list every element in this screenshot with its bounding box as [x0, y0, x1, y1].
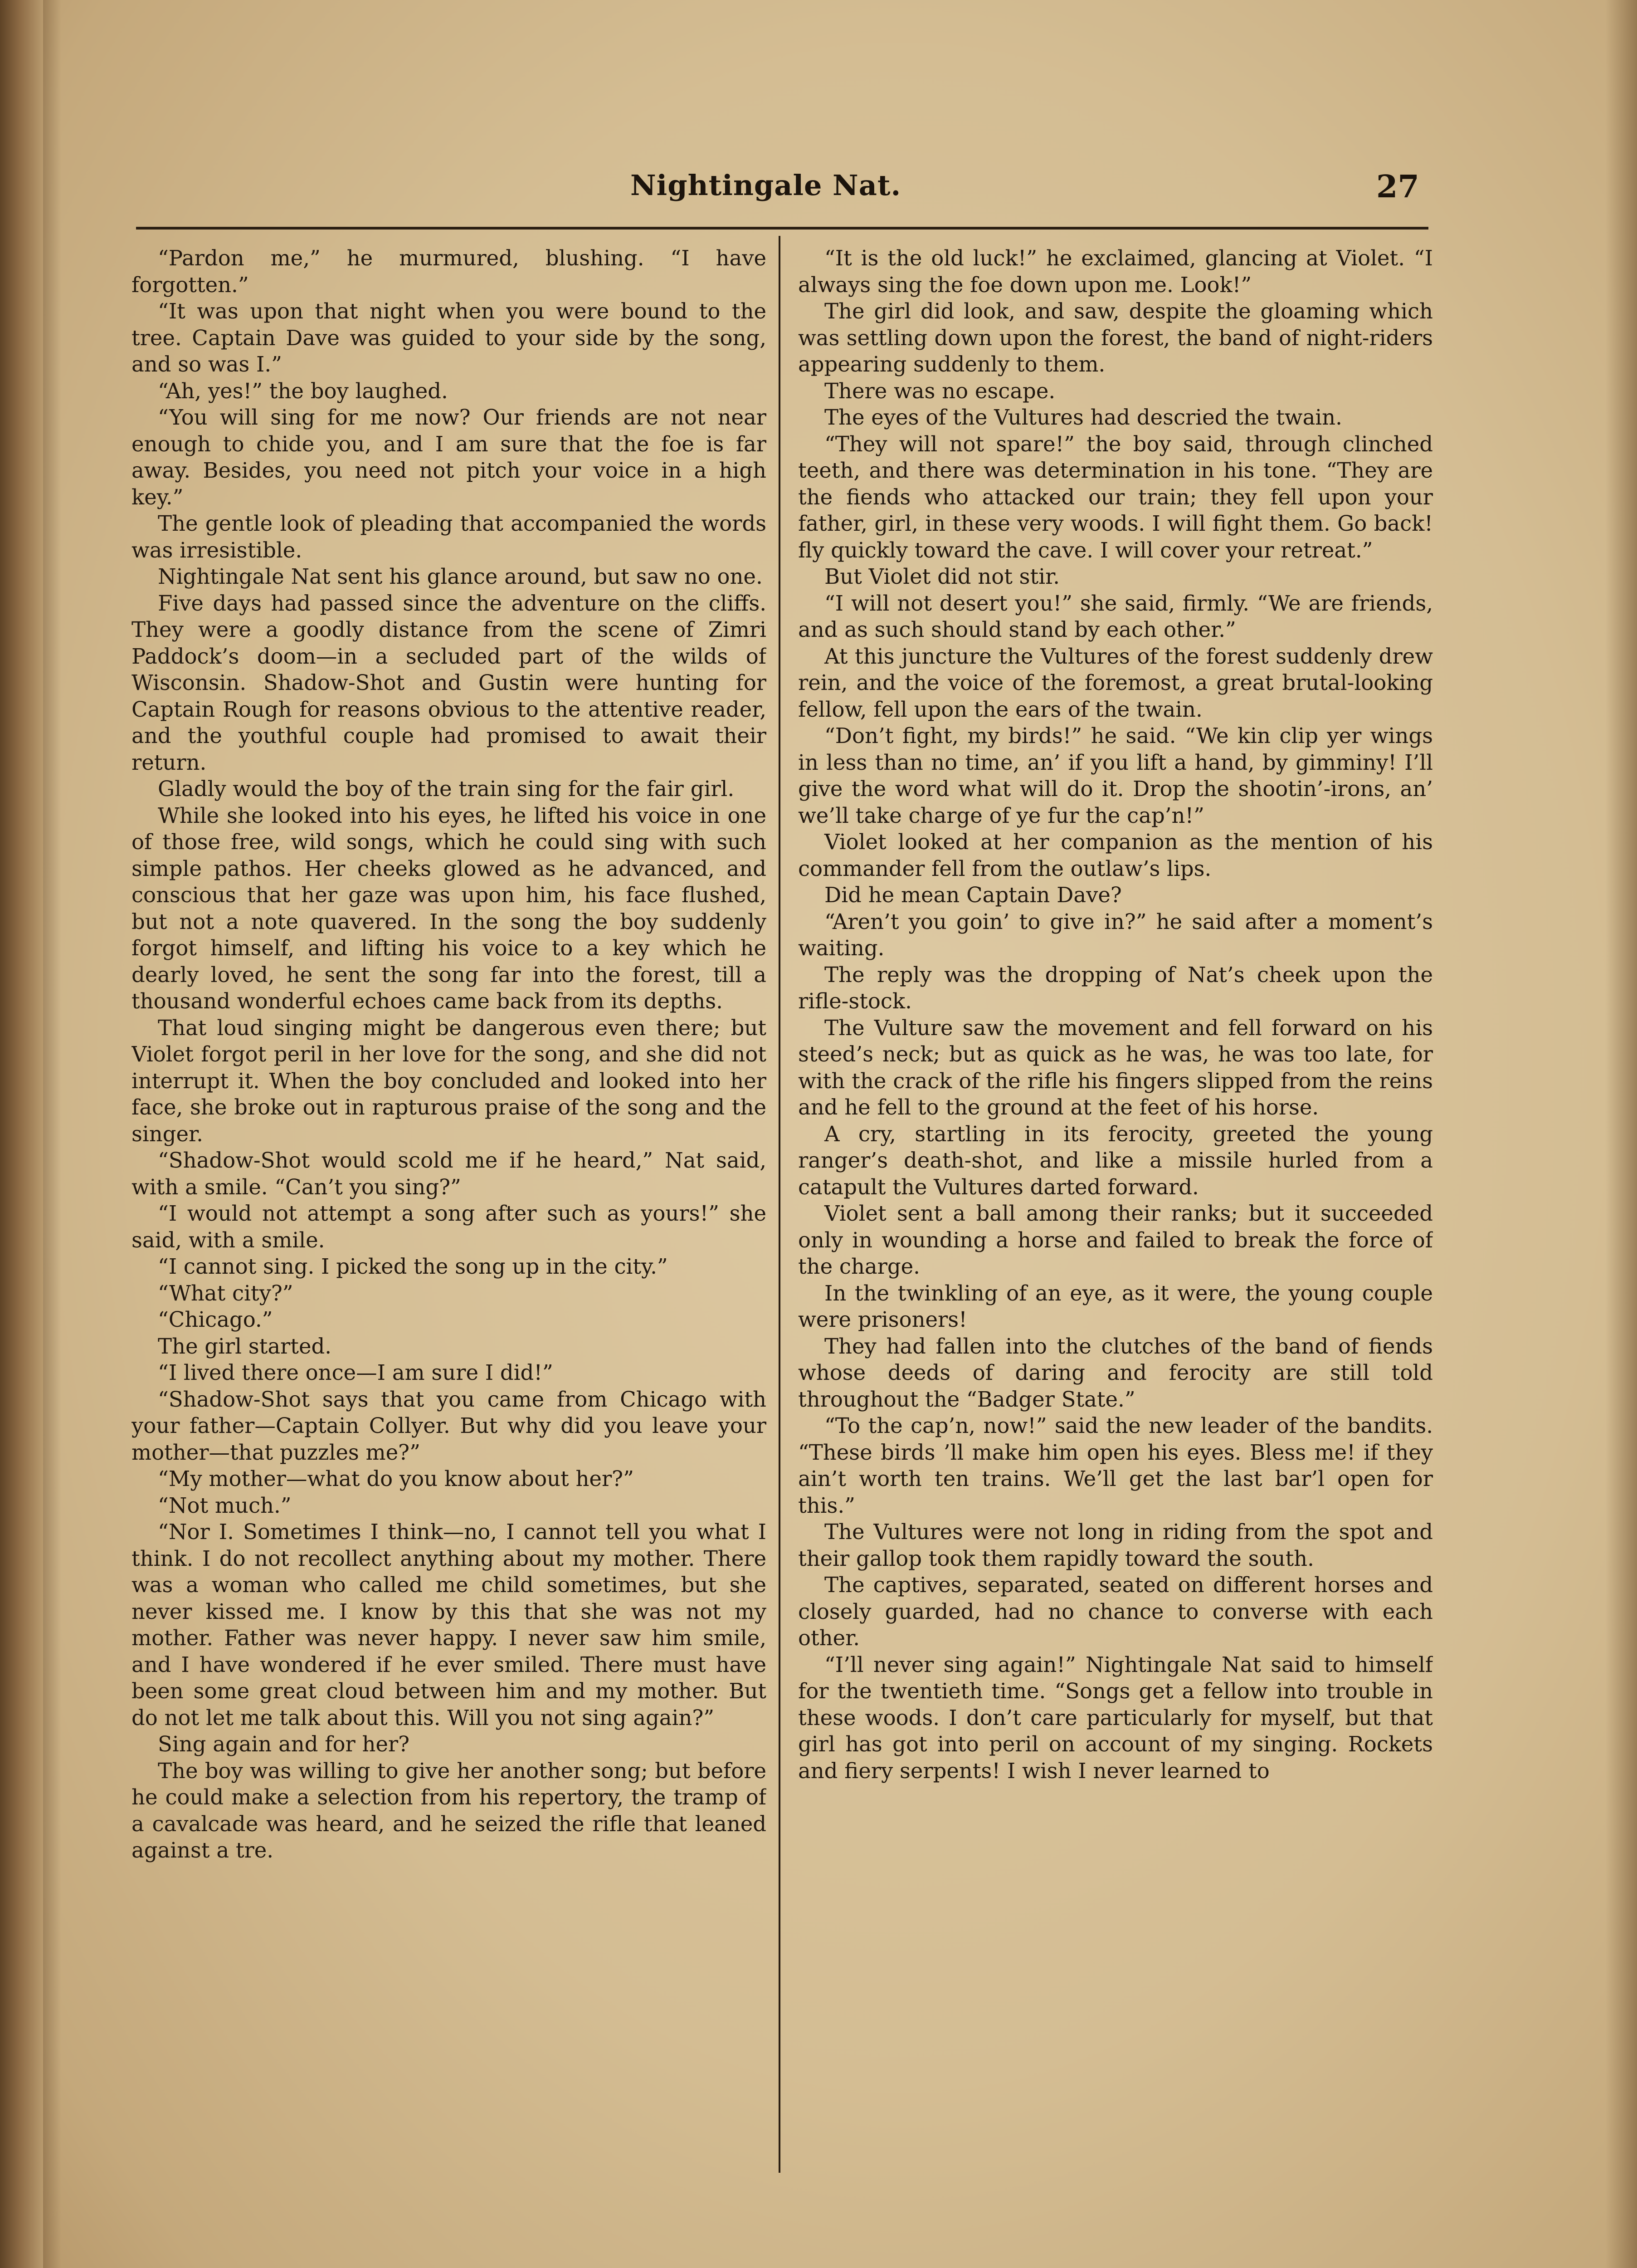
- paragraph: “Shadow-Shot says that you came from Chicago with your father—Captain Collyer. But why did you leave your mother—that puzzles me?”: [132, 1387, 766, 1465]
- page-edge-shadow: [1605, 0, 1637, 2268]
- paragraph: “Aren’t you goin’ to give in?” he said after a moment’s waiting.: [798, 909, 1433, 960]
- paragraph: The boy was willing to give her another song; but before he could make a selection from his repertory, the tramp of a cavalcade was heard, and he seized the rifle that leaned against a tre.: [132, 1758, 766, 1862]
- paragraph: At this juncture the Vultures of the forest suddenly drew rein, and the voice of the foremost, a great brutal-looking fellow, fell upon the ears of the twain.: [798, 644, 1433, 722]
- paragraph: The reply was the dropping of Nat’s cheek upon the rifle-stock.: [798, 962, 1433, 1013]
- paragraph: They had fallen into the clutches of the band of fiends whose deeds of daring and ferocity are still told throughout the “Badger State.”: [798, 1334, 1433, 1412]
- paragraph: In the twinkling of an eye, as it were, the young couple were prisoners!: [798, 1281, 1433, 1332]
- paragraph: “Pardon me,” he murmured, blushing. “I have forgotten.”: [132, 246, 766, 297]
- paragraph: “I’ll never sing again!” Nightingale Nat said to himself for the twentieth time. “Songs get a fellow into trouble in these woods. I don’t care particularly for myself, but that girl has got into peril on account of my singing. Rockets and fiery serpents! I wish I never learned to: [798, 1652, 1433, 1783]
- paragraph: The girl did look, and saw, despite the gloaming which was settling down upon the forest, the band of night-riders appearing suddenly to them.: [798, 299, 1433, 376]
- paragraph: The girl started.: [158, 1334, 332, 1359]
- paragraph: While she looked into his eyes, he lifted his voice in one of those free, wild songs, which he could sing with such simple pathos. Her cheeks glowed as he advanced, and conscious that her gaze was upon him, his face flushed, but not a note quavered. In the song the boy suddenly forgot himself, and lifting his voice to a key which he dearly loved, he sent the song far into the forest, till a thousand wonderful echoes came back from its depths.: [132, 803, 766, 1013]
- paragraph: “I lived there once—I am sure I did!”: [158, 1360, 553, 1385]
- paragraph: The Vultures were not long in riding from the spot and their gallop took them rapidly toward the south.: [798, 1520, 1433, 1571]
- paragraph: The captives, separated, seated on different horses and closely guarded, had no chance to converse with each other.: [798, 1573, 1433, 1650]
- paragraph: The gentle look of pleading that accompanied the words was irresistible.: [132, 511, 766, 562]
- paragraph: “My mother—what do you know about her?”: [158, 1466, 634, 1491]
- paragraph: “I will not desert you!” she said, firmly. “We are friends, and as such should stand by each other.”: [798, 591, 1433, 642]
- page-number: 27: [1376, 169, 1419, 205]
- paragraph: Gladly would the boy of the train sing for the fair girl.: [158, 777, 735, 801]
- paragraph: The eyes of the Vultures had descried the twain.: [824, 405, 1342, 430]
- paragraph: “They will not spare!” the boy said, through clinched teeth, and there was determination in his tone. “They are the fiends who attacked our train; they fell upon your father, girl, in these very woods. I will fight them. Go back! fly quickly toward the cave. I will cover your retreat.”: [798, 431, 1433, 562]
- spine-shadow: [43, 0, 61, 2268]
- paragraph: “You will sing for me now? Our friends are not near enough to chide you, and I am sure that the foe is far away. Besides, you need not pitch your voice in a high key.”: [132, 405, 766, 509]
- paragraph: “Don’t fight, my birds!” he said. “We kin clip yer wings in less than no time, an’ if you lift a hand, by gimminy! I’ll give the word what will do it. Drop the shootin’-irons, an’ we’ll take charge of ye fur the cap’n!”: [798, 723, 1433, 828]
- paragraph: Did he mean Captain Dave?: [824, 883, 1122, 907]
- book-spine: [0, 0, 43, 2268]
- paragraph: That loud singing might be dangerous even there; but Violet forgot peril in her love for the song, and she did not interrupt it. When the boy concluded and looked into her face, she broke out in rapturous praise of the song and the singer.: [132, 1015, 766, 1146]
- text-column-left: [132, 245, 766, 2173]
- paragraph: “I cannot sing. I picked the song up in the city.”: [158, 1254, 668, 1279]
- header-rule: [136, 227, 1428, 230]
- paragraph: But Violet did not stir.: [824, 564, 1060, 589]
- paragraph: “What city?”: [158, 1281, 293, 1305]
- paragraph: Five days had passed since the adventure on the cliffs. They were a goodly distance from the scene of Zimri Paddock’s doom—in a secluded part of the wilds of Wisconsin. Shadow-Shot and Gustin were hunting for Captain Rough for reasons obvious to the attentive reader, and the youthful couple had promised to await their return.: [132, 591, 766, 775]
- paragraph: Violet looked at her companion as the mention of his commander fell from the outlaw’s lips.: [798, 830, 1433, 881]
- running-header-title: Nightingale Nat.: [630, 169, 901, 202]
- paragraph: “I would not attempt a song after such as yours!” she said, with a smile.: [132, 1201, 766, 1252]
- paragraph: There was no escape.: [824, 378, 1056, 403]
- paragraph: “Nor I. Sometimes I think—no, I cannot tell you what I think. I do not recollect anything about my mother. There was a woman who called me child sometimes, but she never kissed me. I know by this that she was not my mother. Father was never happy. I never saw him smile, and I have wondered if he ever smiled. There must have been some great cloud between him and my mother. But do not let me talk about this. Will you not sing again?”: [132, 1520, 766, 1730]
- paragraph: “Shadow-Shot would scold me if he heard,” Nat said, with a smile. “Can’t you sing?”: [132, 1148, 766, 1199]
- column-divider: [779, 236, 780, 2173]
- paragraph: “Ah, yes!” the boy laughed.: [158, 378, 448, 403]
- paragraph: Violet sent a ball among their ranks; but it succeeded only in wounding a horse and failed to break the force of the charge.: [798, 1201, 1433, 1279]
- paragraph: A cry, startling in its ferocity, greeted the young ranger’s death-shot, and like a missile hurled from a catapult the Vultures darted forward.: [798, 1121, 1433, 1199]
- paragraph: “It is the old luck!” he exclaimed, glancing at Violet. “I always sing the foe down upon me. Look!”: [798, 246, 1433, 297]
- paragraph: “To the cap’n, now!” said the new leader of the bandits. “These birds ’ll make him open his eyes. Bless me! if they ain’t worth ten trains. We’ll get the last bar’l open for this.”: [798, 1413, 1433, 1518]
- text-column-right: [798, 245, 1433, 2173]
- paragraph: The Vulture saw the movement and fell forward on his steed’s neck; but as quick as he was, he was too late, for with the crack of the rifle his fingers slipped from the reins and he fell to the ground at the feet of his horse.: [798, 1015, 1433, 1119]
- paragraph: Sing again and for her?: [158, 1732, 410, 1756]
- paragraph: “It was upon that night when you were bound to the tree. Captain Dave was guided to your side by the song, and so was I.”: [132, 299, 766, 376]
- paragraph: “Chicago.”: [158, 1307, 273, 1332]
- paragraph: “Not much.”: [158, 1493, 292, 1518]
- paragraph: Nightingale Nat sent his glance around, but saw no one.: [158, 564, 763, 589]
